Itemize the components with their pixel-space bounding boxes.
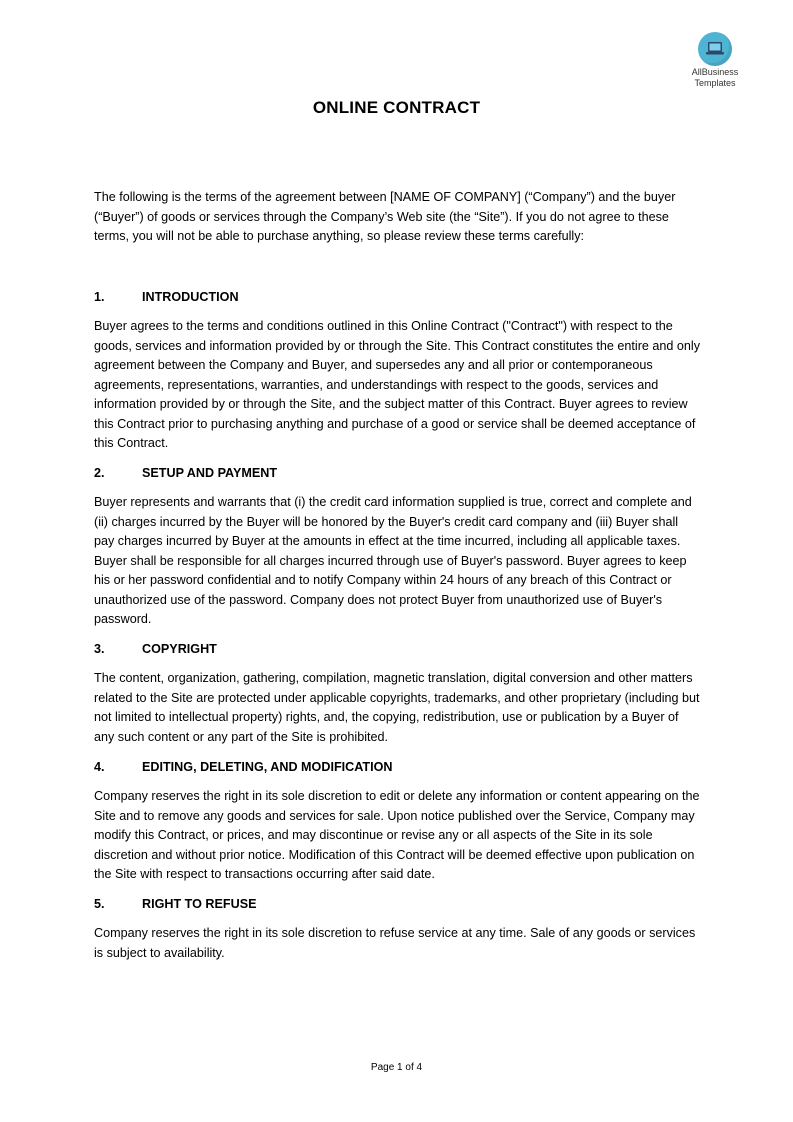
intro-paragraph: The following is the terms of the agreement between [NAME OF COMPANY] (“Company”) and the buyer (“Buyer”) of goods or services through the Company’s Web site (the “Site”). If you do not agree to these terms, you will not be able to purchase anything, so please review these terms carefully:	[94, 190, 676, 243]
page-number: Page 1 of 4	[370, 1062, 423, 1073]
logo-text-line-2: Templates	[694, 78, 736, 88]
section-number: 1.	[94, 290, 105, 304]
section-body-2: Buyer represents and warrants that (i) the credit card information supplied is true, correct and complete and (ii) charges incurred by the Buyer will be honored by the Buyer's credit card company and (iii) Buyer shall pay charges incurred by Buyer at the amounts in effect at the time incurred, including all applicable taxes. Buyer shall be responsible for all charges incurred through use of Buyer's password. Buyer agrees to keep his or her password confidential and to notify Company within 24 hours of any breach of this Contract or unauthorized use of the password. Company does not protect Buyer from unauthorized use of Buyer's password.	[94, 495, 692, 626]
section-body-4: Company reserves the right in its sole discretion to edit or delete any information or content appearing on the Site and to remove any goods and services for sale. Upon notice published over the Service, Company may modify this Contract, or prices, and may discontinue or revise any or all aspects of the Site in its sole discretion and without prior notice. Modification of this Contract will be deemed effective upon publication on the Site with respect to transactions occurring after said date.	[94, 789, 700, 881]
section-number: 2.	[94, 466, 105, 480]
section-title: RIGHT TO REFUSE	[142, 897, 257, 911]
laptop-icon	[698, 32, 732, 66]
section-body-5: Company reserves the right in its sole discretion to refuse service at any time. Sale of any goods or services is subject to availability.	[94, 926, 696, 960]
document-title: ONLINE CONTRACT	[312, 98, 481, 117]
section-title: INTRODUCTION	[142, 290, 239, 304]
section-heading-3	[94, 641, 217, 657]
section-title: EDITING, DELETING, AND MODIFICATION	[142, 760, 393, 774]
section-heading-2	[94, 465, 277, 481]
section-title: COPYRIGHT	[142, 642, 217, 656]
brand-logo[interactable]	[684, 32, 746, 88]
section-body-3: The content, organization, gathering, compilation, magnetic translation, digital conversion and other matters related to the Site are protected under applicable copyrights, trademarks, and other proprietary (including but not limited to intellectual property) rights, and, the copying, redistribution, use or publication by a Buyer of any such content or any part of the Site is prohibited.	[94, 671, 700, 744]
section-heading-5	[94, 896, 257, 912]
section-heading-1	[94, 289, 239, 305]
section-heading-4	[94, 759, 392, 775]
section-number: 3.	[94, 642, 105, 656]
section-title: SETUP AND PAYMENT	[142, 466, 278, 480]
logo-text-line-1: AllBusiness	[691, 67, 739, 77]
section-number: 4.	[94, 760, 105, 774]
section-number: 5.	[94, 897, 105, 911]
section-body-1: Buyer agrees to the terms and conditions outlined in this Online Contract ("Contract") with respect to the goods, services and information provided by or through the Site. This Contract constitutes the entire and only agreement between the Company and Buyer, and supersedes any and all prior or contemporaneous agreements, representations, warranties, and understandings with respect to the goods, services and information provided by or through the Site, and the subject matter of this Contract. Buyer agrees to review this Contract prior to purchasing anything and purchase of a good or service shall be deemed acceptance of this Contract.	[94, 319, 701, 450]
